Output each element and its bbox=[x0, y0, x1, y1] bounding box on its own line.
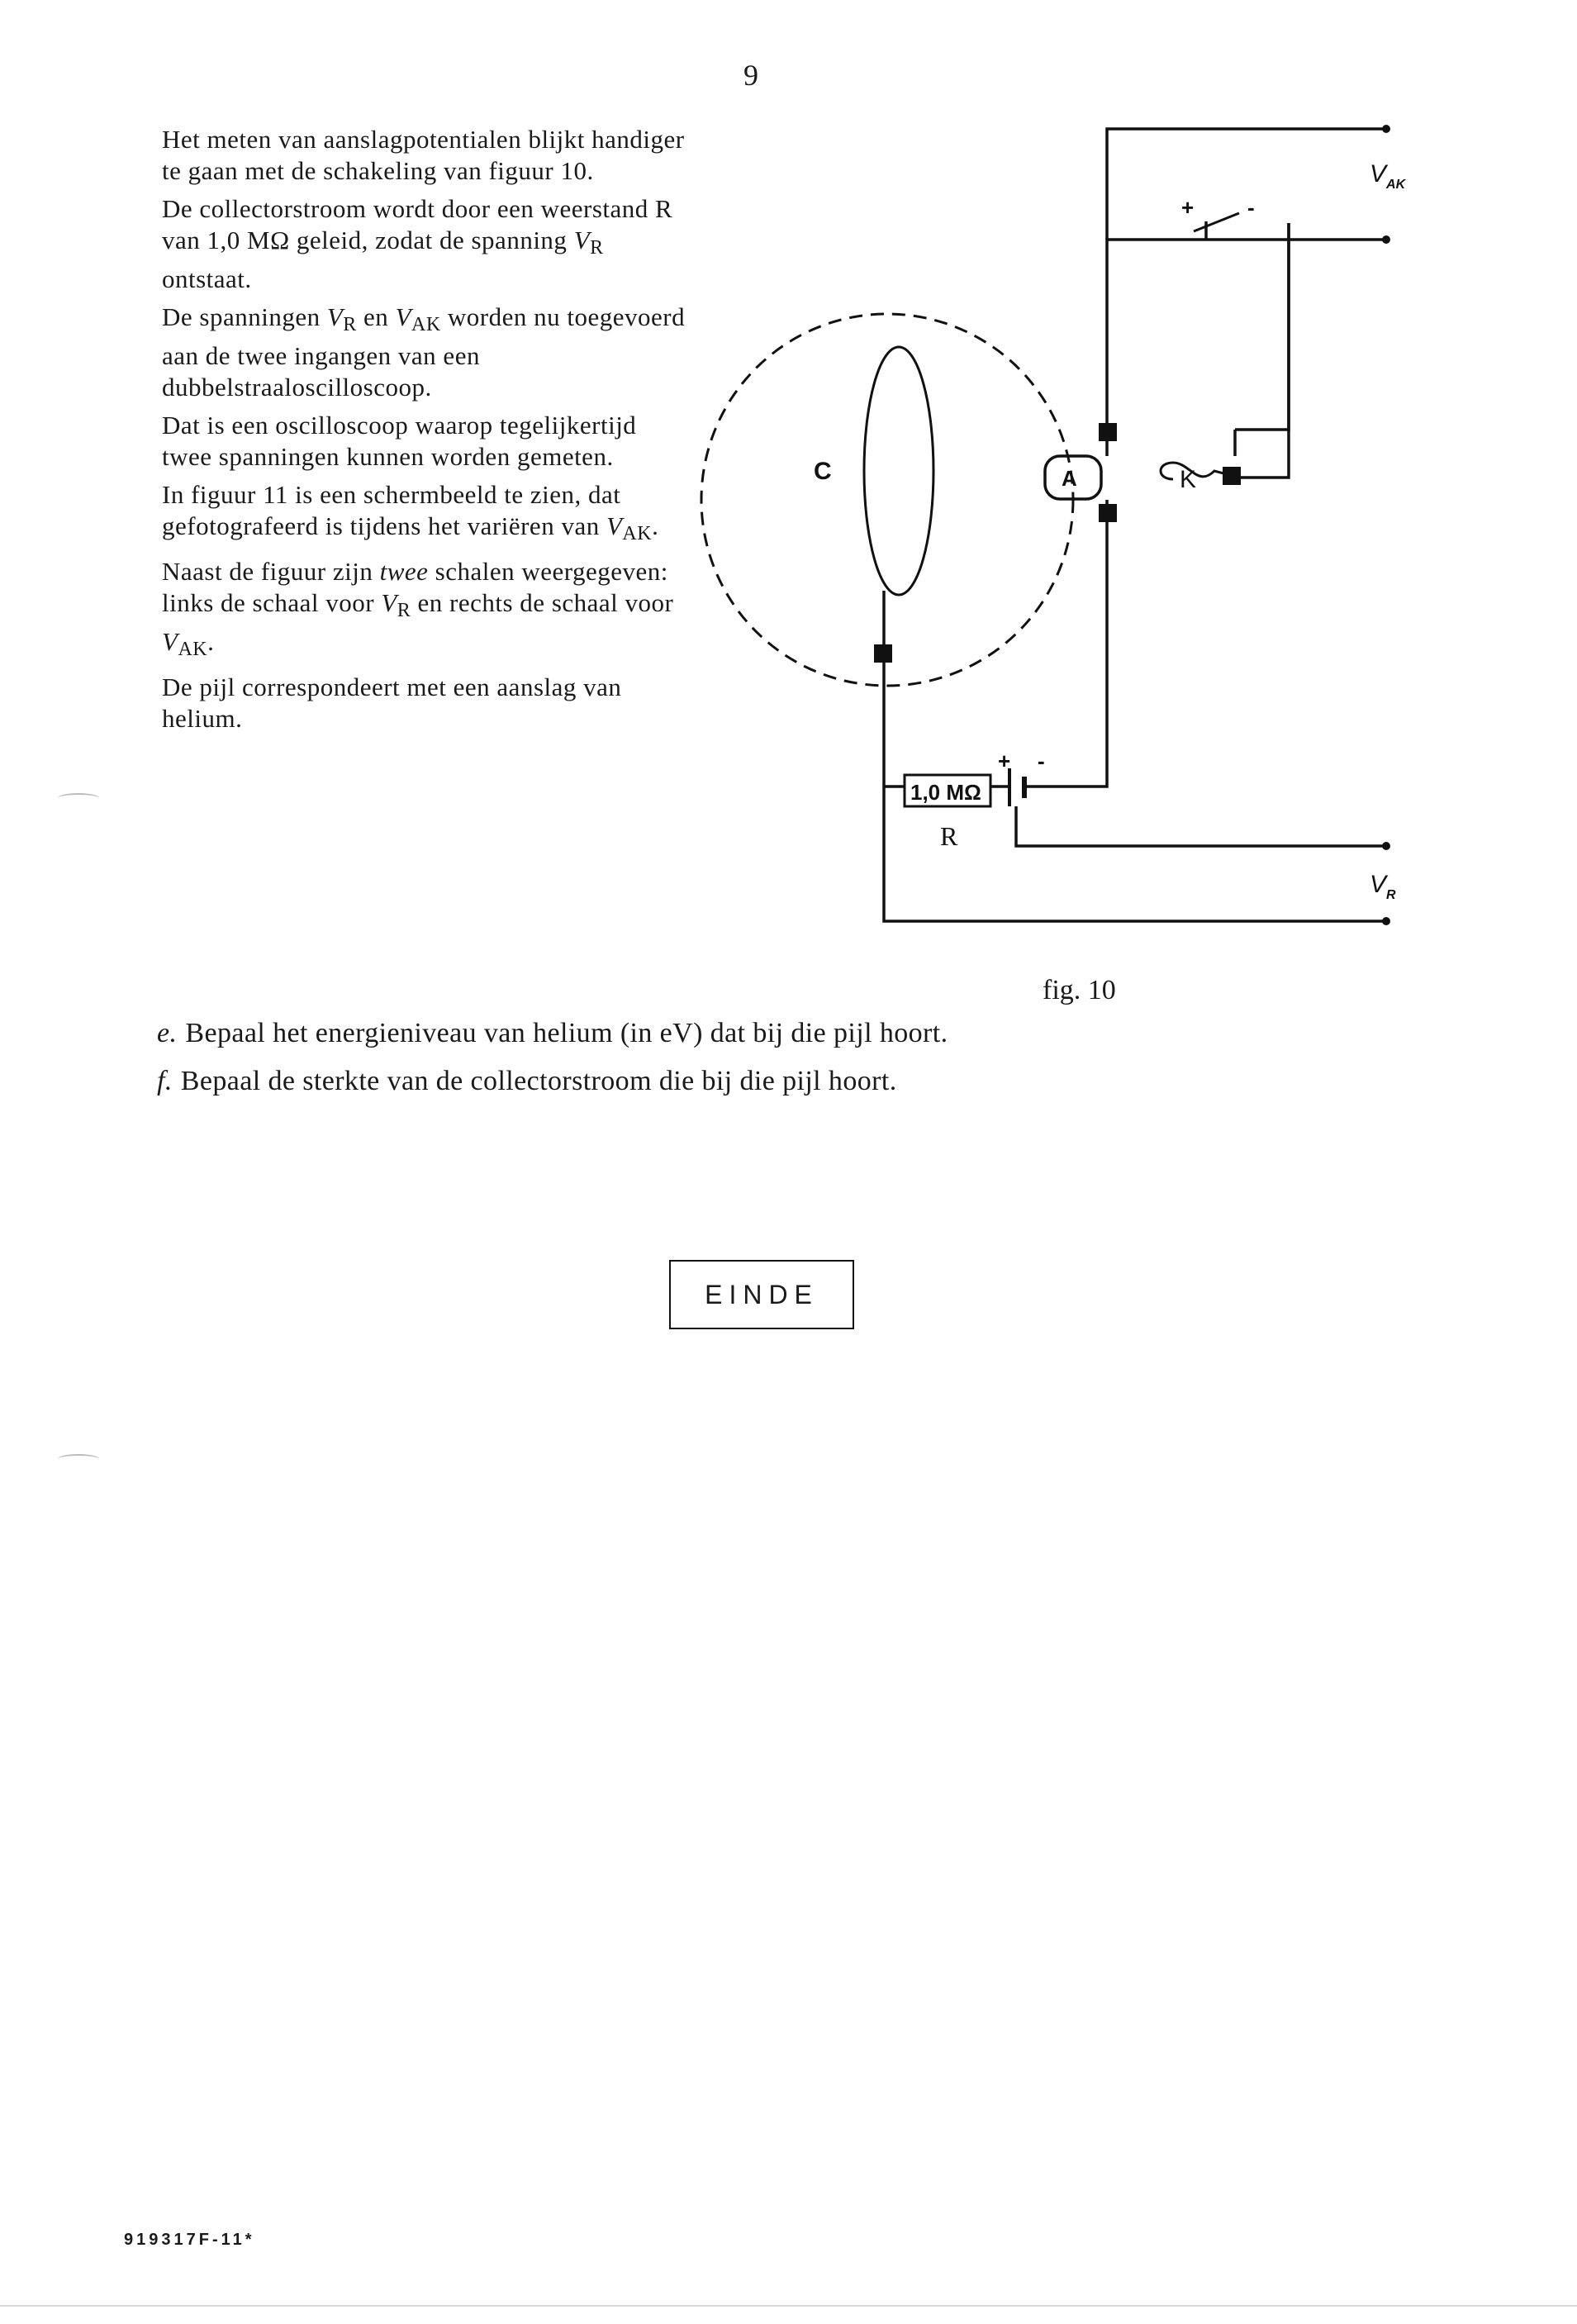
battery-minus-bottom: - bbox=[1038, 749, 1045, 773]
circuit-diagram bbox=[694, 116, 1437, 942]
label-cathode: K bbox=[1180, 466, 1197, 493]
figure-caption: fig. 10 bbox=[1043, 975, 1116, 1005]
end-label: EINDE bbox=[669, 1260, 854, 1329]
collector-electrode bbox=[864, 347, 933, 595]
scan-smudge bbox=[58, 793, 99, 803]
paragraph-2: De collectorstroom wordt door een weerstand R van 1,0 MΩ geleid, zodat de spanning $V_R$ ontstaat. bbox=[162, 194, 673, 293]
label-resistor-value: 1,0 MΩ bbox=[910, 780, 981, 805]
paragraph-7: De pijl correspondeert met een aanslag van helium. bbox=[162, 672, 622, 733]
paragraph-3: De spanningen $V_R$ en $V_{AK}$ worden nu toegevoerd aan de twee ingangen van een dubbelstraaloscilloscoop. bbox=[162, 302, 686, 402]
label-anode: A bbox=[1062, 466, 1077, 491]
document-code: 919317F-11* bbox=[124, 2231, 255, 2249]
question-f: f. Bepaal de sterkte van de collectorstroom die bij die pijl hoort. bbox=[157, 1066, 897, 1096]
paragraph-4: Dat is een oscilloscoop waarop tegelijkertijd twee spanningen kunnen worden gemeten. bbox=[162, 411, 637, 471]
battery-plus-top: + bbox=[1181, 195, 1195, 220]
intro-text bbox=[162, 124, 691, 741]
tube-envelope bbox=[701, 314, 1073, 686]
scan-smudge bbox=[58, 1454, 99, 1464]
paragraph-6: Naast de figuur zijn twee schalen weergegeven: links de schaal voor $V_R$ en rechts de schaal voor $V_{AK}$. bbox=[162, 557, 674, 660]
paragraph-1: Het meten van aanslagpotentialen blijkt handiger te gaan met de schakeling van figuur 10. bbox=[162, 125, 685, 185]
label-R: R bbox=[940, 821, 958, 851]
battery-minus-top: - bbox=[1247, 195, 1255, 220]
label-collector: C bbox=[814, 458, 832, 485]
battery-plus-bottom: + bbox=[998, 749, 1011, 773]
bottom-divider bbox=[0, 2305, 1577, 2307]
paragraph-5: In figuur 11 is een schermbeeld te zien, dat gefotografeerd is tijdens het variëren van $V_{AK}$. bbox=[162, 480, 659, 544]
page-number: 9 bbox=[743, 59, 758, 92]
question-e: e. Bepaal het energieniveau van helium (in eV) dat bij die pijl hoort. bbox=[157, 1018, 948, 1048]
label-VAK: $V_{AK}$ bbox=[1370, 160, 1406, 192]
label-VR: $V_R$ bbox=[1370, 871, 1396, 902]
